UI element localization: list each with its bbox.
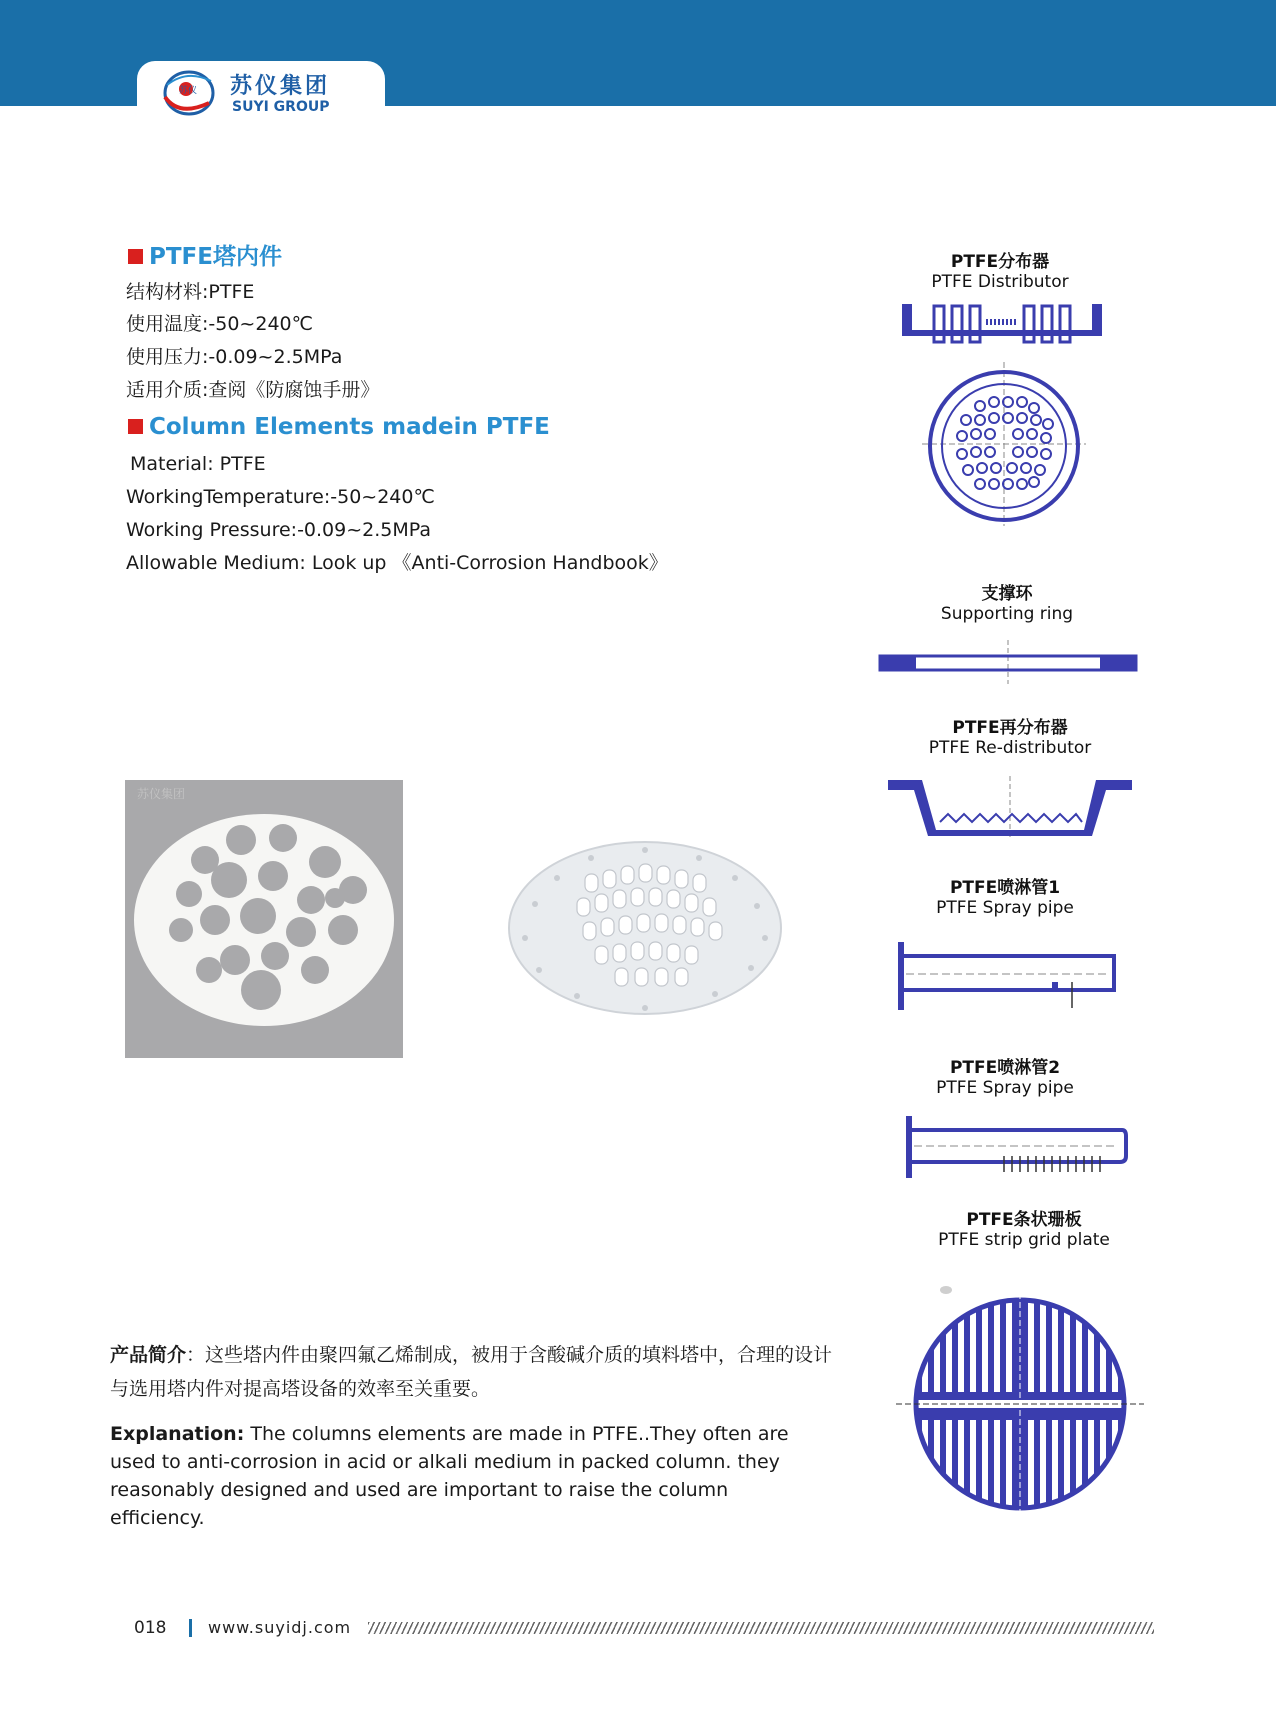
product-intro-en: Explanation: The columns elements are made in PTFE..They often are used to anti-corrosion in acid or alkali medium in packed column. they reasonably designed and used are important to raise the column efficiency. bbox=[110, 1423, 789, 1529]
spec-pressure-en: Working Pressure:-0.09~2.5MPa bbox=[126, 519, 432, 541]
spec-temperature-en: WorkingTemperature:-50~240℃ bbox=[126, 486, 435, 508]
distributor-top-drawing bbox=[922, 362, 1086, 526]
page-number: 018 bbox=[134, 1618, 167, 1638]
distributor-photo bbox=[495, 818, 795, 1024]
svg-text:苏仪: 苏仪 bbox=[179, 86, 198, 96]
heading-cn: PTFE塔内件 bbox=[128, 238, 282, 271]
spray-pipe-2-label: PTFE喷淋管2 PTFE Spray pipe bbox=[936, 1058, 1074, 1098]
red-square-icon bbox=[128, 419, 143, 434]
red-square-icon bbox=[128, 249, 143, 264]
spray-pipe-1-drawing bbox=[896, 934, 1120, 1014]
spec-material-cn: 结构材料:PTFE bbox=[126, 281, 255, 303]
logo-text-en: SUYI GROUP bbox=[232, 99, 330, 115]
product-intro-cn: 产品简介：这些塔内件由聚四氟乙烯制成，被用于含酸碱介质的填料塔中，合理的设计与选用塔内件对提高塔设备的效率至关重要。 bbox=[110, 1344, 833, 1400]
distributor-label: PTFE分布器 PTFE Distributor bbox=[931, 252, 1069, 292]
strip-grid-plate-label: PTFE条状珊板 PTFE strip grid plate bbox=[938, 1210, 1110, 1250]
website-link[interactable]: www.suyidj.com bbox=[208, 1618, 352, 1637]
distributor-side-drawing bbox=[898, 298, 1106, 346]
heading-en: Column Elements madein PTFE bbox=[128, 414, 550, 440]
spec-temperature-cn: 使用温度:-50~240℃ bbox=[126, 313, 313, 335]
supporting-ring-drawing bbox=[876, 640, 1140, 684]
spec-material-en: Material: PTFE bbox=[130, 453, 266, 475]
spec-pressure-cn: 使用压力:-0.09~2.5MPa bbox=[126, 346, 343, 368]
logo[interactable] bbox=[137, 61, 385, 121]
photo-watermark: 苏仪集团 bbox=[137, 787, 186, 801]
spec-medium-cn: 适用介质:查阅《防腐蚀手册》 bbox=[126, 379, 380, 401]
logo-text-cn: 苏仪集团 bbox=[230, 74, 331, 99]
spray-pipe-1-label: PTFE喷淋管1 PTFE Spray pipe bbox=[936, 878, 1074, 918]
perforated-plate-photo bbox=[125, 780, 403, 1058]
re-distributor-label: PTFE再分布器 PTFE Re-distributor bbox=[928, 718, 1092, 758]
supporting-ring-label: 支撑环 Supporting ring bbox=[940, 584, 1074, 624]
strip-grid-plate-drawing bbox=[896, 1264, 1144, 1514]
footer-hatch-rule bbox=[368, 1622, 1154, 1634]
re-distributor-drawing bbox=[886, 776, 1134, 838]
footer-divider bbox=[189, 1619, 192, 1637]
spray-pipe-2-drawing bbox=[904, 1114, 1130, 1180]
suyi-emblem-icon bbox=[159, 67, 215, 119]
spec-medium-en: Allowable Medium: Look up 《Anti-Corrosion Handbook》 bbox=[126, 552, 668, 574]
